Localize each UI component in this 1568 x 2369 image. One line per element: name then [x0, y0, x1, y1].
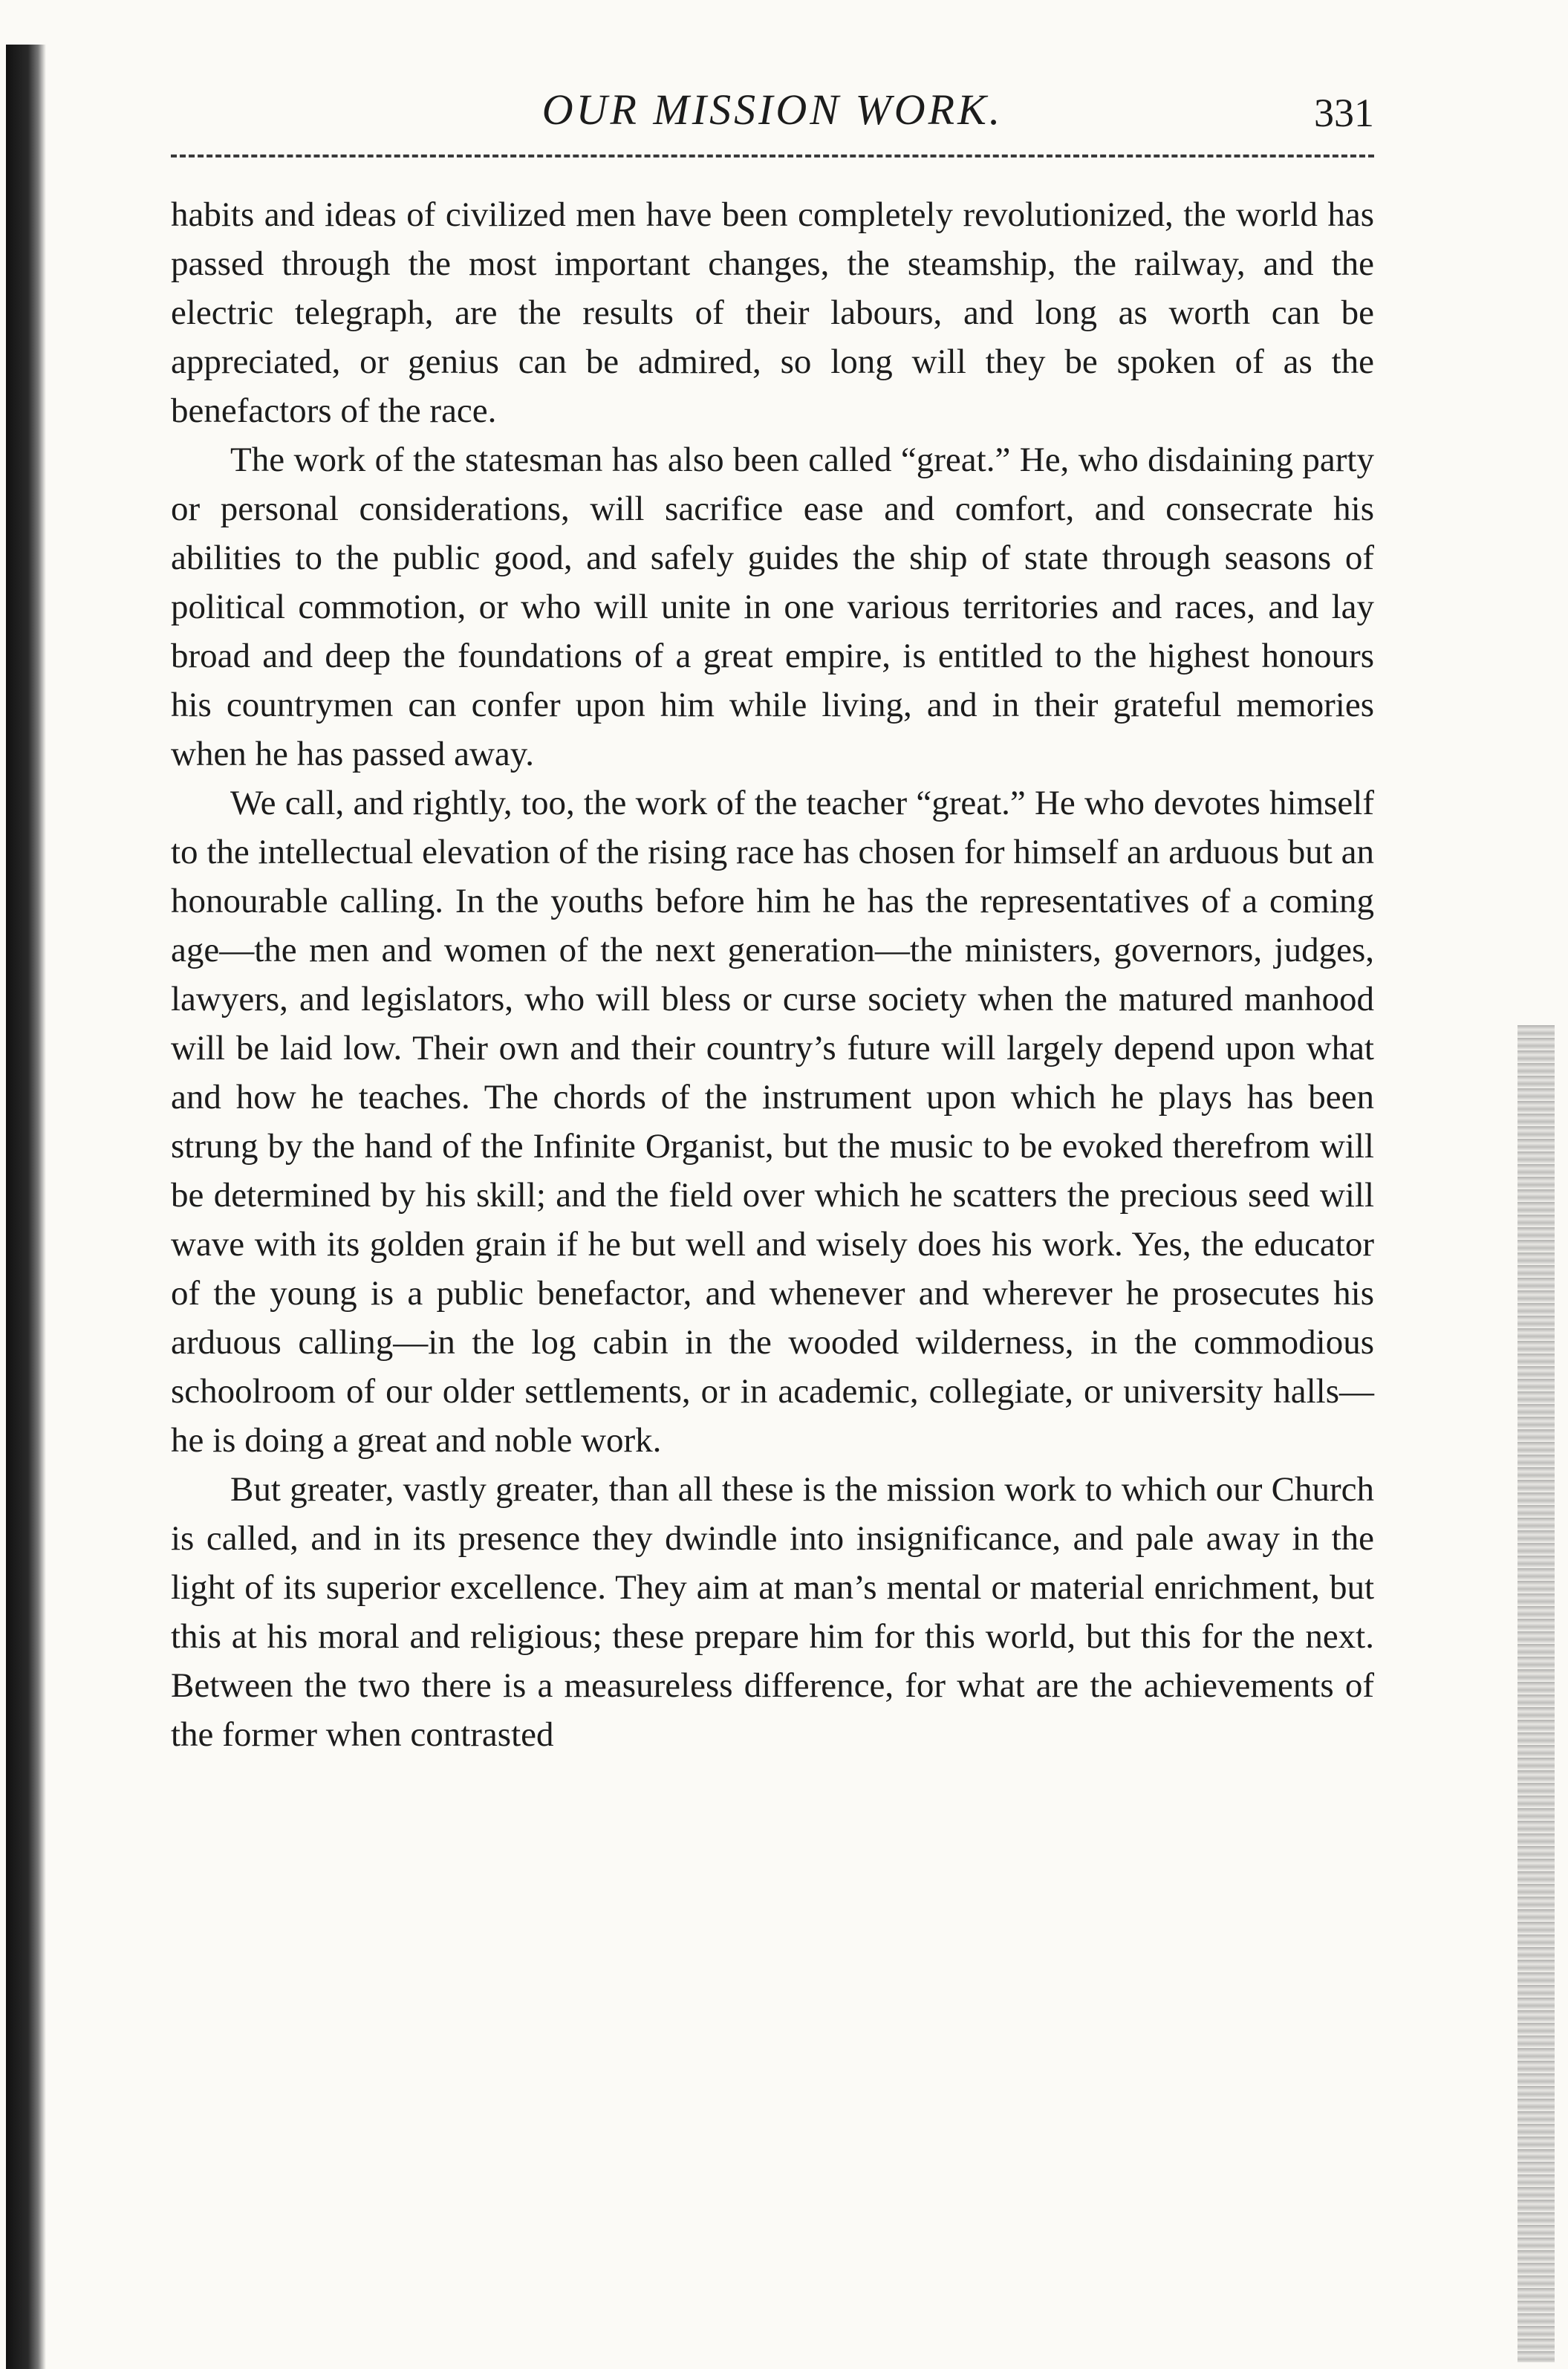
- page-number: 331: [1314, 91, 1374, 135]
- body-text: [171, 190, 1374, 1759]
- paragraph-teacher: We call, and rightly, too, the work of the teacher “great.” He who devotes himself to the intellectual elevation of the rising race has chosen for himself an arduous but an honourable calling. In the youths before him he has the representatives of a coming age—the men and women of the next generation—the ministers, governors, judges, lawyers, and legislators, who will bless or curse society when the matured manhood will be laid low. Their own and their country’s future will largely depend upon what and how he teaches. The chords of the instrument upon which he plays has been strung by the hand of the Infinite Organist, but the music to be evoked therefrom will be determined by his skill; and the field over which he scatters the precious seed will wave with its golden grain if he but well and wisely does his work. Yes, the educator of the young is a public benefactor, and whenever and wherever he prosecutes his arduous calling—in the log cabin in the wooded wilderness, in the commodious schoolroom of our older settlements, or in academic, collegiate, or university halls—he is doing a great and noble work.: [171, 784, 1374, 1460]
- page-header: [171, 80, 1374, 147]
- book-binding-edge: [6, 45, 46, 2369]
- header-rule: [171, 155, 1374, 157]
- paragraph-mission-work: But greater, vastly greater, than all these is the mission work to which our Church is called, and in its presence they dwindle into insignificance, and pale away in the light of its superior excellence. They aim at man’s mental or material enrichment, but this at his moral and religious; these prepare him for this world, but this for the next. Between the two there is a measureless difference, for what are the achievements of the former when contrasted: [171, 1470, 1374, 1754]
- running-title: OUR MISSION WORK.: [541, 85, 1003, 134]
- paragraph-continued: habits and ideas of civilized men have been completely revolutionized, the world has passed through the most important changes, the steamship, the railway, and the electric telegraph, are the results of their labours, and long as worth can be appreciated, or genius can be admired, so long will they be spoken of as the benefactors of the race.: [171, 195, 1374, 430]
- page-edge-shadow: [1517, 1025, 1555, 2362]
- paragraph-statesman: The work of the statesman has also been called “great.” He, who disdaining party or personal considerations, will sacrifice ease and comfort, and consecrate his abilities to the public good, and safely guides the ship of state through seasons of political commotion, or who will unite in one various territories and races, and lay broad and deep the foundations of a great empire, is entitled to the highest honours his countrymen can confer upon him while living, and in their grateful memories when he has passed away.: [171, 441, 1374, 773]
